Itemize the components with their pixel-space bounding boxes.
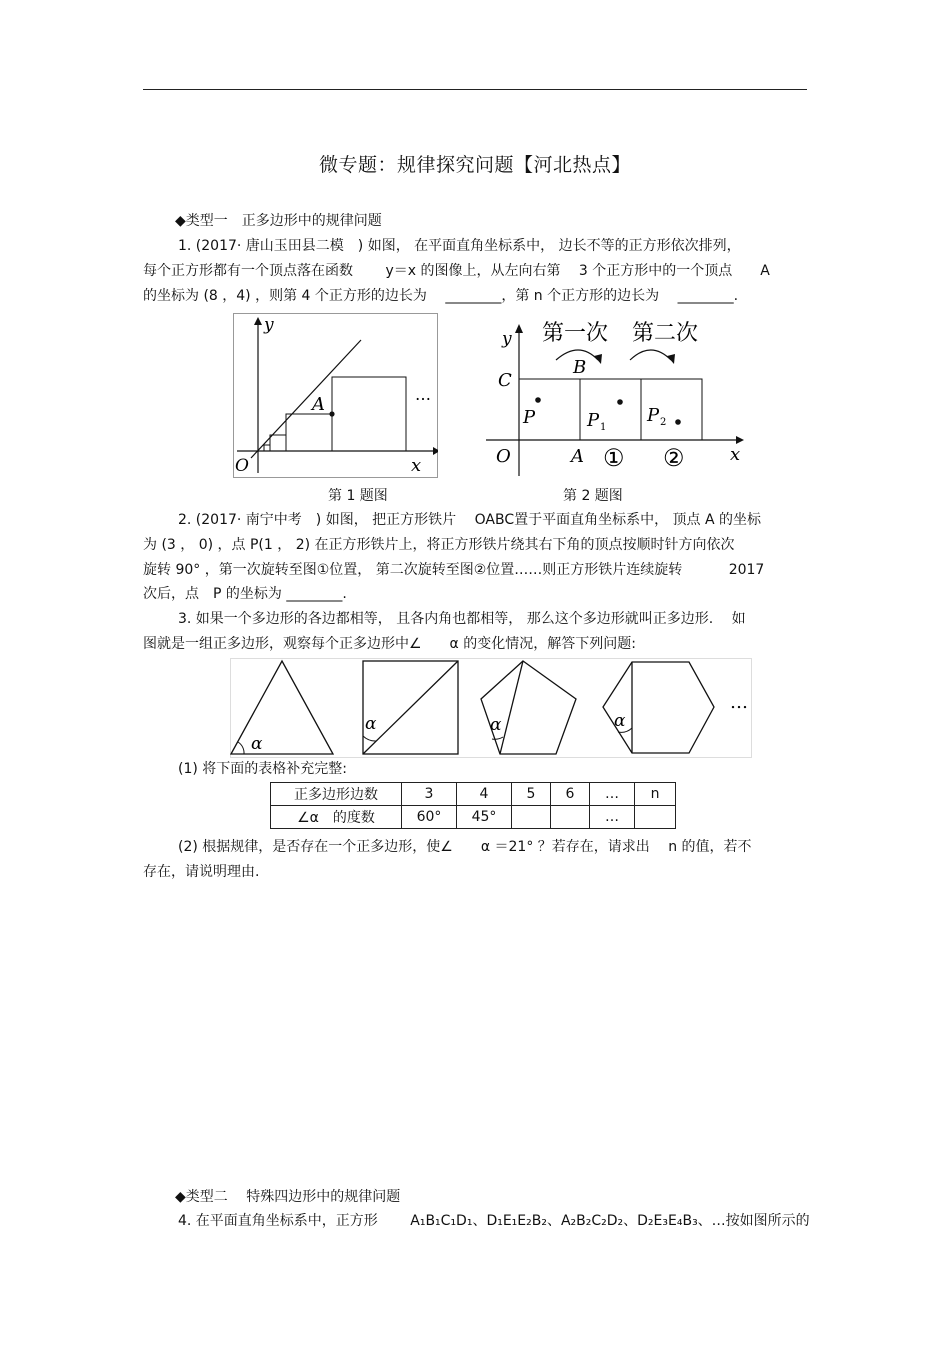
point-a (329, 411, 334, 416)
y-axis-arrow (254, 317, 262, 325)
table-cell: 4 (457, 783, 512, 806)
q1-line-3: 的坐标为 (8 ，4) ，则第 4 个正方形的边长为 ________，第 n 个正方形的边长为 ________. (143, 288, 739, 304)
polygons-figure (230, 658, 752, 758)
ellipsis: … (415, 385, 431, 404)
figure-2 (486, 320, 746, 480)
label-c: C (498, 370, 512, 391)
label-circle-1: ① (603, 444, 625, 472)
label-first: 第一次 (542, 321, 609, 346)
label-b: B (573, 357, 587, 378)
label-x: x (730, 444, 741, 465)
square (363, 661, 458, 754)
q2-line-3: 旋转 90° ，第一次旋转至图①位置， 第二次旋转至图②位置……则正方形铁片连续旋转 2017 (143, 562, 765, 578)
table-cell (635, 806, 676, 829)
point-p2 (675, 419, 681, 425)
q3-part-2-line-1: (2) 根据规律，是否存在一个正多边形，使∠ α ＝21° ？若存在，请求出 n 的值，若不 (178, 839, 752, 855)
label-p2: P (647, 405, 660, 426)
table-cell: 6 (551, 783, 590, 806)
table-row (271, 806, 676, 829)
x-axis-arrow (736, 436, 744, 444)
polygons-ellipsis: … (730, 692, 748, 713)
figure-1 (233, 313, 438, 478)
top-rule (143, 89, 807, 90)
page-title: 微专题：规律探究问题【河北热点】 (318, 154, 631, 176)
label-o: O (235, 456, 249, 476)
svg-text:α: α (251, 734, 263, 754)
label-y: y (264, 315, 274, 335)
table-cell: … (590, 806, 635, 829)
point-p1 (617, 399, 623, 405)
y-axis-arrow (515, 324, 523, 333)
label-circle-2: ② (663, 444, 685, 472)
table-cell: 正多边形边数 (271, 783, 402, 806)
pentagon (481, 661, 576, 754)
polygons-frame (231, 659, 752, 758)
label-p1-sub: 1 (600, 422, 607, 433)
section-heading-1: ◆类型一 正多边形中的规律问题 (175, 213, 382, 229)
q3-part-1: (1) 将下面的表格补充完整: (178, 761, 347, 777)
q2-line-1: 2. (2017· 南宁中考 ) 如图， 把正方形铁片 OABC置于平面直角坐标系中， 顶点 A 的坐标 (178, 512, 762, 528)
hexagon (603, 662, 714, 753)
table-cell (551, 806, 590, 829)
q3-line-1: 3. 如果一个多边形的各边都相等， 且各内角也都相等， 那么这个多边形就叫正多边形. 如 (178, 611, 746, 627)
label-o: O (496, 446, 511, 467)
svg-text:α: α (490, 715, 502, 735)
q3-line-2: 图就是一组正多边形，观察每个正多边形中∠ α 的变化情况，解答下列问题: (143, 636, 636, 652)
svg-text:α: α (614, 711, 626, 731)
triangle (231, 661, 333, 754)
q2-line-4: 次后，点 P 的坐标为 ________. (143, 586, 347, 602)
table-cell: 3 (402, 783, 457, 806)
label-p2-sub: 2 (660, 417, 667, 428)
figure-2-caption: 第 2 题图 (563, 488, 623, 504)
table-cell (512, 806, 551, 829)
table-row (271, 783, 676, 806)
square-1 (264, 445, 270, 451)
arrow-second (630, 350, 671, 360)
square-3 (286, 414, 332, 451)
table-cell: 45° (457, 806, 512, 829)
table-cell: 60° (402, 806, 457, 829)
label-a: A (571, 446, 584, 467)
answer-table (270, 782, 676, 829)
figure-1-frame (234, 314, 438, 478)
q1-line-1: 1. (2017· 唐山玉田县二模 ) 如图， 在平面直角坐标系中， 边长不等的正方形依次排列， (178, 238, 741, 254)
line-y-eq-x (251, 340, 361, 458)
figure-1-caption: 第 1 题图 (328, 488, 388, 504)
label-x: x (411, 455, 422, 476)
label-a: A (312, 394, 325, 415)
label-p1: P (587, 410, 600, 431)
square-4 (332, 377, 406, 451)
table-cell: … (590, 783, 635, 806)
square-2 (270, 435, 286, 451)
label-y: y (502, 329, 512, 349)
table-cell: ∠α 的度数 (271, 806, 402, 829)
section-heading-2: ◆类型二 特殊四边形中的规律问题 (175, 1189, 401, 1205)
point-p (535, 397, 541, 403)
table-cell: 5 (512, 783, 551, 806)
svg-text:α: α (365, 714, 377, 734)
q4-line-1: 4. 在平面直角坐标系中，正方形 A₁B₁C₁D₁、D₁E₁E₂B₂、A₂B₂C₂D₂、D₂E₃E₄B₃、…按如图所示的 (178, 1213, 810, 1229)
table-cell: n (635, 783, 676, 806)
q3-part-2-line-2: 存在，请说明理由. (143, 864, 260, 880)
q1-line-2: 每个正方形都有一个顶点落在函数 y＝x 的图像上，从左向右第 3 个正方形中的一个顶点 A (143, 263, 770, 279)
label-p: P (523, 407, 536, 428)
label-second: 第二次 (632, 321, 699, 346)
q2-line-2: 为 (3 ， 0) ，点 P(1 ， 2) 在正方形铁片上，将正方形铁片绕其右下角的顶点按顺时针方向依次 (143, 537, 735, 553)
